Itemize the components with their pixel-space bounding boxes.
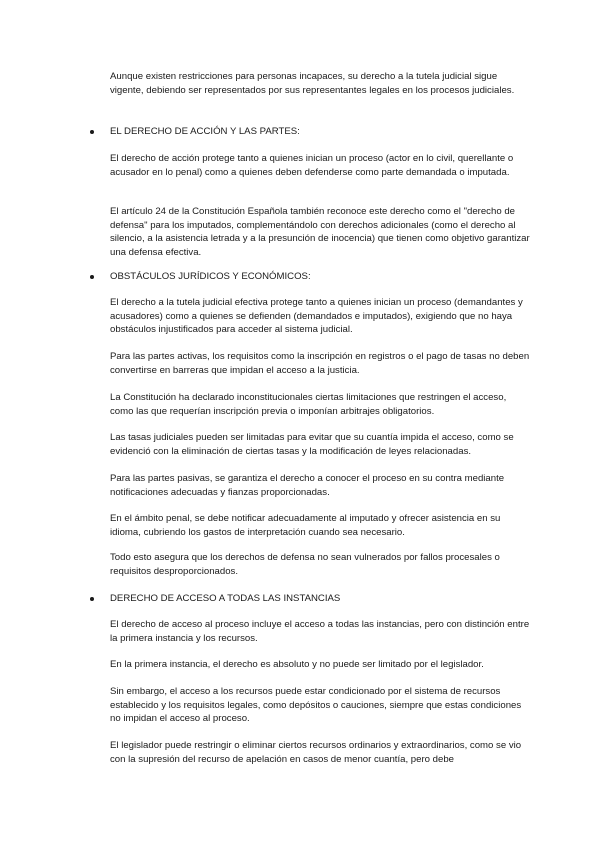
- paragraph-tutela-efectiva: El derecho a la tutela judicial efectiva protege tanto a quienes inician un proceso (demandantes y acusadores) como a quienes se defienden (demandados e imputados), exigiendo que no haya obstáculos injustificados para acceder al sistema judicial.: [110, 297, 523, 335]
- paragraph-recursos: Sin embargo, el acceso a los recursos puede estar condicionado por el sistema de recursos establecido y los requisitos legales, como depósitos o cauciones, siempre que estas condiciones no impidan el acceso al proceso.: [110, 686, 522, 724]
- heading-text: EL DERECHO DE ACCIÓN Y LAS PARTES:: [110, 126, 300, 137]
- bullet-icon: [90, 130, 94, 134]
- bullet-icon: [90, 597, 94, 601]
- paragraph-constitucion: La Constitución ha declarado inconstitucionales ciertas limitaciones que restringen el acceso, como las que requerían inscripción previa o imponían arbitrajes obligatorios.: [110, 392, 507, 417]
- paragraph-articulo-24: El artículo 24 de la Constitución Española también reconoce este derecho como el "derecho de defensa" para los imputados, complementándolo con derechos adicionales (como el derecho al silencio, a la asistencia letrada y a la presunción de inocencia) que tienen como objetivo garantizar una defensa efectiva.: [110, 206, 530, 258]
- heading-obstaculos: [90, 270, 311, 283]
- paragraph-acceso-proceso: El derecho de acceso al proceso incluye el acceso a todas las instancias, pero con distinción entre la primera instancia y los recursos.: [110, 619, 530, 644]
- heading-text: DERECHO DE ACCESO A TODAS LAS INSTANCIAS: [110, 593, 341, 604]
- paragraph-todo-esto: Todo esto asegura que los derechos de defensa no sean vulnerados por fallos procesales o requisitos desproporcionados.: [110, 552, 500, 577]
- paragraph-primera-instancia: En la primera instancia, el derecho es absoluto y no puede ser limitado por el legislador.: [110, 659, 484, 670]
- paragraph-partes-activas: Para las partes activas, los requisitos como la inscripción en registros o el pago de tasas no deben convertirse en barreras que impidan el acceso a la justicia.: [110, 351, 530, 376]
- paragraph-tasas: Las tasas judiciales pueden ser limitadas para evitar que su cuantía impida el acceso, como se evidenció con la eliminación de ciertas tasas y la modificación de leyes relacionadas.: [110, 432, 514, 457]
- paragraph-incapaces: Aunque existen restricciones para personas incapaces, su derecho a la tutela judicial sigue vigente, debiendo ser representados por sus representantes legales en los procesos judiciales.: [110, 71, 515, 96]
- paragraph-ambito-penal: En el ámbito penal, se debe notificar adecuadamente al imputado y ofrecer asistencia en su idioma, cubriendo los gastos de interpretación cuando sea necesario.: [110, 513, 501, 538]
- bullet-icon: [90, 275, 94, 279]
- paragraph-derecho-accion: El derecho de acción protege tanto a quienes inician un proceso (actor en lo civil, querellante o acusador en lo penal) como a quienes deben defenderse como parte demandada o imputada.: [110, 153, 514, 178]
- heading-derecho-accion: [90, 125, 300, 138]
- heading-acceso-instancias: [90, 592, 340, 605]
- heading-text: OBSTÁCULOS JURÍDICOS Y ECONÓMICOS:: [110, 271, 311, 282]
- paragraph-legislador: El legislador puede restringir o eliminar ciertos recursos ordinarios y extraordinarios, como se vio con la supresión del recurso de apelación en casos de menor cuantía, pero debe: [110, 740, 522, 765]
- paragraph-partes-pasivas: Para las partes pasivas, se garantiza el derecho a conocer el proceso en su contra mediante notificaciones adecuadas y fianzas proporcionadas.: [110, 473, 505, 498]
